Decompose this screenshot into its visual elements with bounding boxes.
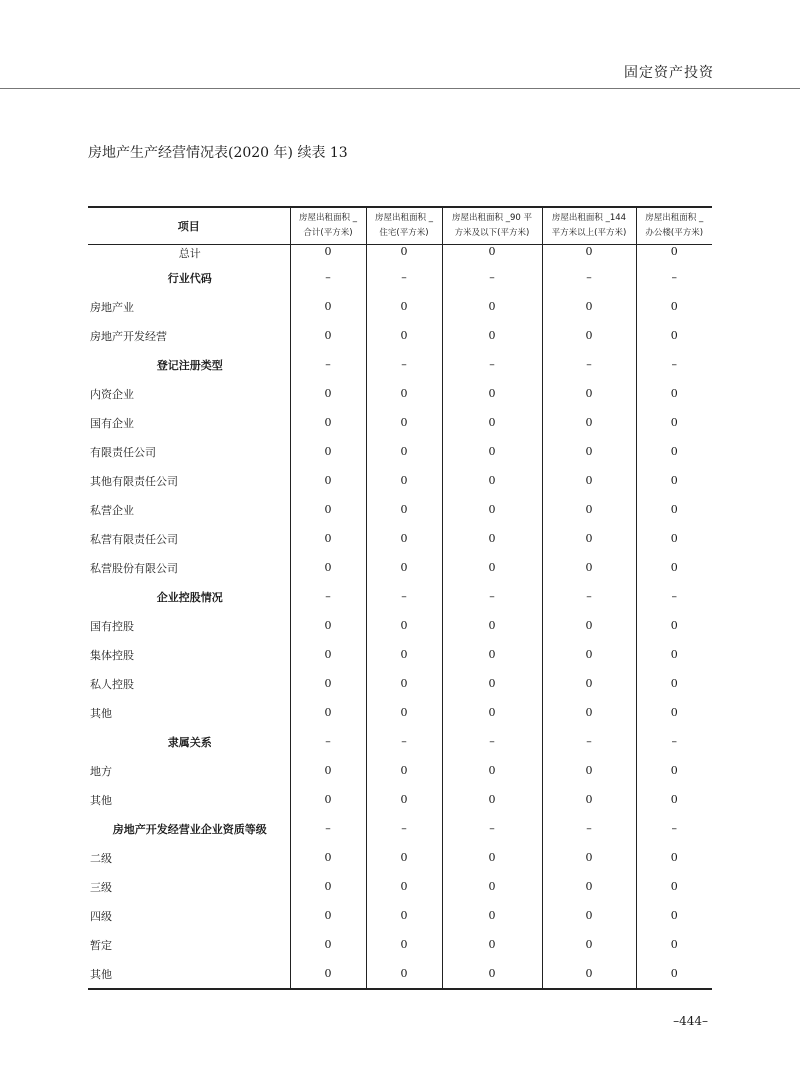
cell-value: – (366, 582, 442, 611)
page-number: –444– (673, 1014, 708, 1028)
row-label: 国有企业 (90, 416, 134, 430)
table-row (88, 495, 712, 524)
section-header-row (88, 263, 712, 292)
cell-value: – (366, 814, 442, 843)
row-label: 其他 (90, 793, 112, 807)
column-header (366, 207, 442, 245)
cell-value: – (636, 727, 712, 756)
cell-value: 0 (366, 466, 442, 495)
cell-value: 0 (290, 640, 366, 669)
cell-value: 0 (636, 292, 712, 321)
cell-value: 0 (636, 524, 712, 553)
row-label: 房地产开发经营业企业资质等级 (112, 822, 267, 836)
table-row (88, 553, 712, 582)
row-label: 私营企业 (90, 503, 134, 517)
table-title: 房地产生产经营情况表(2020 年) 续表 13 (88, 145, 348, 161)
cell-value: 0 (542, 437, 636, 466)
row-label: 暂定 (90, 938, 112, 952)
cell-value: 0 (442, 292, 542, 321)
cell-value: 0 (442, 437, 542, 466)
cell-value: – (442, 582, 542, 611)
cell-value: 0 (290, 495, 366, 524)
cell-value: 0 (290, 466, 366, 495)
cell-value: 0 (366, 669, 442, 698)
cell-value: 0 (442, 379, 542, 408)
cell-value: 0 (442, 553, 542, 582)
cell-value: 0 (442, 408, 542, 437)
table-row (88, 611, 712, 640)
row-label: 三级 (90, 880, 112, 894)
cell-value: 0 (636, 872, 712, 901)
cell-value: 0 (442, 901, 542, 930)
cell-value: 0 (290, 669, 366, 698)
cell-value: 0 (442, 669, 542, 698)
cell-value: 0 (366, 698, 442, 727)
cell-value: – (366, 263, 442, 292)
row-label: 私营有限责任公司 (90, 532, 178, 546)
cell-value: 0 (442, 640, 542, 669)
cell-value: 0 (636, 437, 712, 466)
table-row (88, 640, 712, 669)
cell-value: 0 (290, 930, 366, 959)
cell-value: 0 (366, 553, 442, 582)
cell-value: 0 (636, 930, 712, 959)
table-header-row (88, 207, 712, 245)
table-row (88, 379, 712, 408)
cell-value: 0 (366, 756, 442, 785)
section-header-row (88, 814, 712, 843)
cell-value: 0 (442, 785, 542, 814)
cell-value: – (442, 263, 542, 292)
cell-value: 0 (366, 785, 442, 814)
cell-value: 0 (290, 872, 366, 901)
cell-value: 0 (636, 756, 712, 785)
cell-value: 0 (290, 408, 366, 437)
column-header (88, 207, 290, 245)
cell-value: 0 (290, 321, 366, 350)
cell-value: 0 (542, 553, 636, 582)
row-label: 企业控股情况 (156, 590, 223, 604)
cell-value: – (542, 727, 636, 756)
cell-value: 0 (442, 466, 542, 495)
table-row (88, 756, 712, 785)
cell-value: – (290, 582, 366, 611)
cell-value: 0 (542, 669, 636, 698)
cell-value: – (542, 350, 636, 379)
cell-value: – (366, 727, 442, 756)
row-label: 其他有限责任公司 (90, 474, 178, 488)
cell-value: 0 (636, 408, 712, 437)
cell-value: 0 (366, 245, 442, 264)
section-header-row (88, 727, 712, 756)
table-row (88, 466, 712, 495)
cell-value: 0 (366, 640, 442, 669)
cell-value: 0 (442, 245, 542, 264)
column-header-line1: 房屋出租面积 _ (645, 213, 704, 223)
cell-value: 0 (366, 292, 442, 321)
table-row (88, 901, 712, 930)
cell-value: 0 (366, 901, 442, 930)
cell-value: 0 (290, 611, 366, 640)
cell-value: 0 (442, 698, 542, 727)
cell-value: 0 (636, 640, 712, 669)
table-row (88, 321, 712, 350)
row-label: 房地产开发经营 (90, 329, 167, 343)
cell-value: 0 (290, 292, 366, 321)
row-label: 其他 (88, 959, 290, 989)
row-label: 集体控股 (90, 648, 134, 662)
column-header (290, 207, 366, 245)
cell-value: 0 (542, 930, 636, 959)
column-header-line1: 房屋出租面积 _144 (551, 213, 627, 223)
cell-value: – (290, 727, 366, 756)
row-label: 房地产业 (90, 300, 134, 314)
cell-value: – (636, 350, 712, 379)
cell-value: – (636, 582, 712, 611)
column-header-line2: 住宅(平方米) (379, 228, 429, 238)
column-header (542, 207, 636, 245)
cell-value: 0 (290, 245, 366, 264)
row-label: 登记注册类型 (156, 358, 223, 372)
cell-value: 0 (366, 524, 442, 553)
total-row (88, 245, 712, 264)
cell-value: – (290, 350, 366, 379)
column-header-line2: 方米及以下(平方米) (454, 228, 530, 238)
cell-value: 0 (542, 524, 636, 553)
cell-value: – (542, 582, 636, 611)
cell-value: 0 (442, 843, 542, 872)
cell-value: 0 (636, 379, 712, 408)
cell-value: – (442, 350, 542, 379)
cell-value: 0 (442, 524, 542, 553)
row-label: 私营股份有限公司 (90, 561, 178, 575)
cell-value: 0 (366, 930, 442, 959)
row-label: 二级 (90, 851, 112, 865)
column-header-line1: 房屋出租面积 _ (299, 213, 357, 223)
cell-value: 0 (290, 901, 366, 930)
column-header-line1: 房屋出租面积 _90 平 (452, 213, 532, 223)
table-row (88, 872, 712, 901)
table-body (88, 245, 712, 990)
cell-value: 0 (290, 959, 366, 989)
row-label: 国有控股 (90, 619, 134, 633)
cell-value: 0 (366, 959, 442, 989)
cell-value: – (442, 814, 542, 843)
cell-value: – (542, 814, 636, 843)
cell-value: 0 (442, 611, 542, 640)
table-row (88, 698, 712, 727)
cell-value: 0 (636, 495, 712, 524)
cell-value: 0 (542, 495, 636, 524)
data-table (88, 206, 712, 990)
cell-value: 0 (542, 379, 636, 408)
cell-value: – (542, 263, 636, 292)
cell-value: 0 (366, 437, 442, 466)
column-header (636, 207, 712, 245)
running-header: 固定资产投资 (624, 65, 714, 81)
cell-value: – (442, 727, 542, 756)
cell-value: 0 (636, 843, 712, 872)
cell-value: 0 (366, 495, 442, 524)
cell-value: 0 (442, 959, 542, 989)
section-header-row (88, 582, 712, 611)
cell-value: 0 (542, 611, 636, 640)
cell-value: 0 (542, 872, 636, 901)
table-row (88, 930, 712, 959)
cell-value: – (366, 350, 442, 379)
row-label: 内资企业 (90, 387, 134, 401)
cell-value: 0 (542, 466, 636, 495)
cell-value: 0 (290, 524, 366, 553)
cell-value: – (290, 814, 366, 843)
cell-value: 0 (542, 756, 636, 785)
cell-value: 0 (542, 959, 636, 989)
cell-value: 0 (366, 321, 442, 350)
cell-value: 0 (636, 901, 712, 930)
cell-value: 0 (636, 466, 712, 495)
table-row (88, 292, 712, 321)
column-header-line2: 合计(平方米) (303, 228, 353, 238)
row-label: 总计 (178, 247, 201, 260)
column-header-label: 项目 (177, 219, 200, 233)
row-label: 有限责任公司 (90, 445, 156, 459)
cell-value: 0 (636, 959, 712, 989)
cell-value: 0 (542, 245, 636, 264)
cell-value: – (290, 263, 366, 292)
row-label: 隶属关系 (167, 735, 212, 749)
cell-value: 0 (290, 437, 366, 466)
cell-value: 0 (542, 843, 636, 872)
table-row (88, 524, 712, 553)
cell-value: 0 (366, 408, 442, 437)
cell-value: 0 (442, 495, 542, 524)
table-row (88, 959, 712, 989)
table-row (88, 669, 712, 698)
section-header-row (88, 350, 712, 379)
cell-value: 0 (542, 321, 636, 350)
row-label: 私人控股 (90, 677, 134, 691)
cell-value: 0 (442, 756, 542, 785)
cell-value: 0 (366, 872, 442, 901)
header-rule (0, 88, 800, 89)
cell-value: 0 (542, 785, 636, 814)
cell-value: 0 (542, 698, 636, 727)
cell-value: 0 (636, 245, 712, 264)
cell-value: 0 (290, 698, 366, 727)
cell-value: 0 (542, 408, 636, 437)
cell-value: 0 (542, 292, 636, 321)
cell-value: 0 (636, 785, 712, 814)
cell-value: 0 (290, 843, 366, 872)
cell-value: 0 (366, 611, 442, 640)
cell-value: 0 (290, 553, 366, 582)
cell-value: 0 (442, 872, 542, 901)
row-label: 行业代码 (167, 271, 212, 285)
cell-value: – (636, 263, 712, 292)
table-row (88, 785, 712, 814)
table-row (88, 843, 712, 872)
cell-value: 0 (442, 321, 542, 350)
cell-value: 0 (366, 379, 442, 408)
cell-value: 0 (366, 843, 442, 872)
row-label: 四级 (90, 909, 112, 923)
cell-value: 0 (636, 321, 712, 350)
table-row (88, 437, 712, 466)
cell-value: 0 (636, 553, 712, 582)
cell-value: 0 (290, 785, 366, 814)
cell-value: 0 (542, 640, 636, 669)
cell-value: 0 (290, 756, 366, 785)
cell-value: 0 (442, 930, 542, 959)
column-header-line2: 办公楼(平方米) (645, 228, 704, 238)
cell-value: – (636, 814, 712, 843)
cell-value: 0 (636, 669, 712, 698)
table-row (88, 408, 712, 437)
column-header-line2: 平方米以上(平方米) (551, 228, 627, 238)
cell-value: 0 (636, 698, 712, 727)
column-header (442, 207, 542, 245)
row-label: 其他 (90, 706, 112, 720)
cell-value: 0 (542, 901, 636, 930)
cell-value: 0 (290, 379, 366, 408)
column-header-line1: 房屋出租面积 _ (375, 213, 433, 223)
row-label: 地方 (90, 764, 112, 778)
cell-value: 0 (636, 611, 712, 640)
